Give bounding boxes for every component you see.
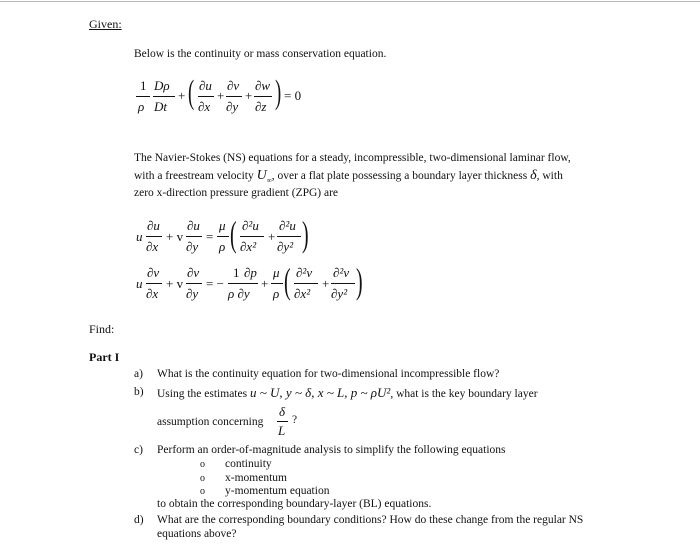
list-item	[198, 472, 329, 486]
dx-denominator: ∂x	[146, 239, 159, 254]
list-item-label: x-momentum	[225, 471, 287, 484]
fraction-bar	[331, 283, 355, 284]
dx2-denominator: ∂x²	[294, 286, 311, 301]
fraction-bar	[198, 96, 214, 97]
left-paren: (	[188, 74, 195, 111]
rho-denominator: ρ	[273, 286, 280, 301]
list-item-label: y-momentum equation	[225, 485, 330, 497]
equals-minus: = −	[206, 276, 224, 291]
plus-sign: +	[322, 276, 330, 291]
d2u-numerator: ∂²u	[242, 218, 259, 233]
question-text: What are the corresponding boundary conditions? How do these change from the regular NS	[157, 514, 584, 526]
fraction-bar	[153, 96, 175, 97]
find-label: Find:	[89, 322, 115, 336]
delta-numerator: δ	[279, 404, 286, 419]
question-c-after: to obtain the corresponding boundary-layer (BL) equations.	[157, 498, 432, 510]
u-symbol: u	[136, 276, 143, 291]
dy2-denominator: ∂y²	[277, 239, 294, 254]
intro-text: Below is the continuity or mass conservation equation.	[134, 48, 387, 60]
one-numerator: 1	[233, 265, 240, 280]
fraction-bar	[271, 283, 283, 284]
du-numerator: ∂u	[187, 218, 200, 233]
mu-numerator: μ	[219, 218, 226, 233]
dv-numerator: ∂v	[227, 78, 240, 93]
infinity-subscript: ∞	[266, 176, 272, 185]
dy-denominator: ∂y	[226, 99, 239, 114]
list-item	[198, 458, 329, 472]
dx-denominator: ∂x	[198, 99, 211, 114]
delta-symbol: δ	[530, 168, 537, 183]
frac-1-numerator: 1	[140, 78, 147, 93]
given-label: Given:	[89, 17, 122, 31]
dp-numerator: ∂p	[244, 265, 257, 280]
plus-sign: +	[178, 88, 186, 103]
dx-denominator: ∂x	[146, 286, 159, 301]
d2v-numerator: ∂²v	[333, 265, 350, 280]
fraction-bar	[242, 283, 258, 284]
frac-1-denominator: ρ	[138, 99, 145, 114]
question-mark: ?	[292, 414, 298, 426]
question-key: c)	[134, 444, 143, 456]
right-paren: )	[275, 74, 282, 111]
ns-text-line-3: zero x-direction pressure gradient (ZPG) are	[134, 187, 339, 199]
fraction-bar	[217, 236, 229, 237]
frac-2-denominator: Dt	[154, 99, 167, 114]
continuity-equation	[134, 74, 314, 122]
mu-numerator: μ	[273, 265, 280, 280]
list-item	[198, 485, 329, 499]
dy-denominator: ∂y	[186, 239, 199, 254]
dv-numerator: ∂v	[147, 265, 160, 280]
plus-v: + v	[166, 276, 184, 291]
fraction-bar	[277, 421, 288, 422]
equation-bullet-list	[198, 458, 329, 499]
fraction-bar	[146, 283, 162, 284]
dz-denominator: ∂z	[255, 99, 267, 114]
estimates-math: u ~ U, y ~ δ, x ~ L, p ~ ρU²	[249, 385, 391, 400]
right-paren: )	[356, 261, 363, 301]
y-momentum-equation	[136, 261, 376, 309]
question-key: b)	[134, 386, 144, 398]
question-text-segment: , what is the key boundary layer	[390, 388, 538, 400]
u-symbol: u	[136, 229, 143, 244]
dw-numerator: ∂w	[255, 78, 271, 93]
fraction-bar	[136, 96, 150, 97]
plus-v: + v	[166, 229, 184, 244]
bullet-glyph: o	[200, 486, 205, 497]
dy-denominator: ∂y	[186, 286, 199, 301]
fraction-bar	[186, 236, 202, 237]
frac-2-numerator: Dρ	[154, 78, 170, 93]
d2v-numerator: ∂²v	[296, 265, 313, 280]
du-numerator: ∂u	[199, 78, 212, 93]
fraction-bar	[226, 96, 242, 97]
ns-text-segment: with a freestream velocity	[134, 170, 257, 182]
top-border	[0, 1, 700, 2]
equals-sign: =	[206, 229, 214, 244]
right-paren: )	[302, 214, 309, 254]
bullet-glyph: o	[200, 472, 205, 484]
question-key: d)	[134, 514, 144, 526]
question-text-segment: Using the estimates	[157, 388, 250, 400]
fraction-bar	[254, 96, 272, 97]
du-numerator: ∂u	[147, 218, 160, 233]
ns-text-segment: , with	[536, 170, 563, 182]
freestream-velocity-symbol: U	[256, 168, 267, 183]
fraction-bar	[277, 236, 301, 237]
left-paren: (	[230, 214, 237, 254]
question-b-line-2: assumption concerning	[157, 416, 264, 428]
fraction-bar	[228, 283, 242, 284]
question-text: Perform an order-of-magnitude analysis to simplify the following equations	[157, 444, 506, 456]
x-momentum-equation	[136, 214, 346, 262]
fraction-bar	[146, 236, 162, 237]
equals-zero: = 0	[284, 88, 302, 103]
dy2-denominator: ∂y²	[331, 286, 348, 301]
dv-numerator: ∂v	[187, 265, 200, 280]
plus-sign: +	[217, 88, 225, 103]
l-denominator: L	[278, 423, 286, 438]
plus-sign: +	[268, 229, 276, 244]
fraction-bar	[186, 283, 202, 284]
part-label: Part I	[89, 350, 120, 364]
rho-dy-denominator: ρ ∂y	[228, 286, 250, 301]
question-text: What is the continuity equation for two-dimensional incompressible flow?	[157, 368, 500, 380]
ns-text-line-1: The Navier-Stokes (NS) equations for a steady, incompressible, two-dimensional laminar flow,	[134, 152, 571, 164]
list-item-label: continuity	[225, 458, 272, 470]
d2u-numerator: ∂²u	[279, 218, 296, 233]
ns-text-segment: , over a flat plate possessing a boundary layer thickness	[271, 170, 531, 182]
rho-denominator: ρ	[219, 239, 226, 254]
left-paren: (	[284, 261, 291, 301]
plus-sign: +	[245, 88, 253, 103]
question-text	[157, 386, 538, 402]
dx2-denominator: ∂x²	[240, 239, 257, 254]
delta-over-l-fraction	[276, 404, 306, 440]
plus-sign: +	[261, 276, 269, 291]
fraction-bar	[294, 283, 318, 284]
question-key: a)	[134, 368, 143, 380]
fraction-bar	[240, 236, 264, 237]
bullet-glyph: o	[200, 459, 205, 470]
question-d-line-2: equations above?	[157, 528, 237, 540]
